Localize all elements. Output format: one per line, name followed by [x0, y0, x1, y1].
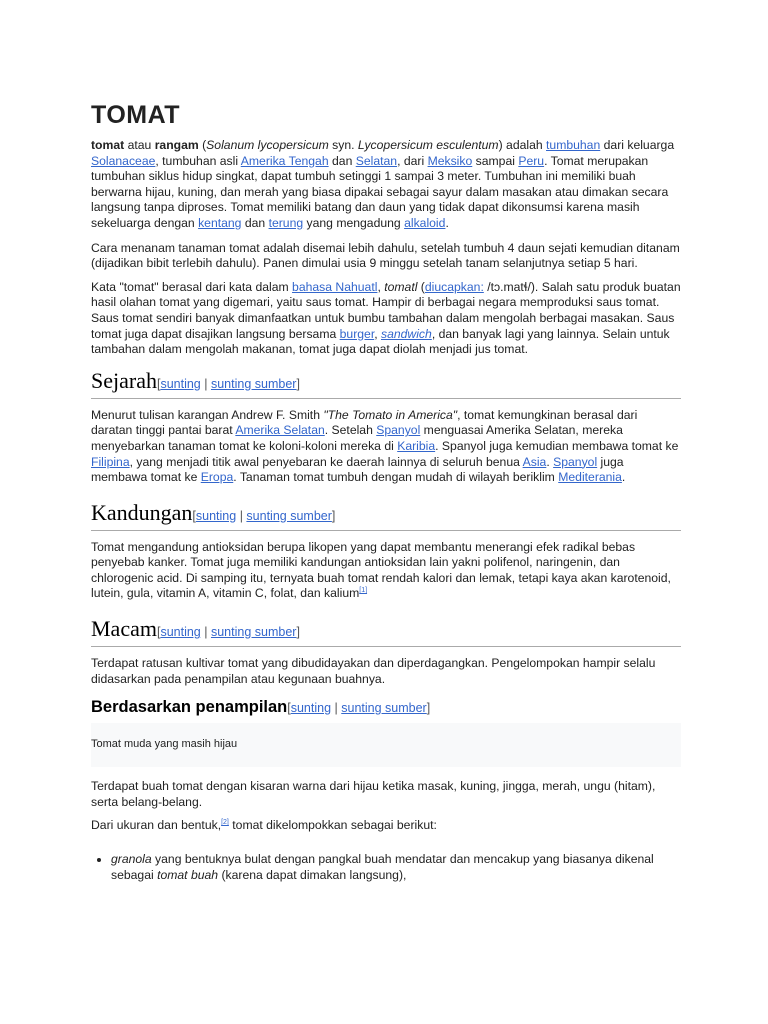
image-caption-box [91, 723, 681, 767]
link-spanyol-2[interactable]: Spanyol [553, 454, 598, 469]
link-diucapkan[interactable]: diucapkan: [424, 279, 484, 294]
link-burger[interactable]: burger [339, 326, 375, 341]
edit-section-kandungan: [sunting | sunting sumber] [192, 508, 336, 523]
link-asia[interactable]: Asia [522, 454, 547, 469]
edit-link-sejarah[interactable]: sunting [160, 376, 201, 391]
heading-sejarah: Sejarah[sunting | sunting sumber] [91, 368, 681, 399]
size-shape-paragraph: Dari ukuran dan bentuk,[2] tomat dikelompokkan sebagai berikut: [91, 818, 437, 833]
edit-source-link-penampilan[interactable]: sunting sumber [341, 701, 427, 716]
edit-link-penampilan[interactable]: sunting [290, 701, 332, 716]
article-content [91, 100, 681, 883]
link-meksiko[interactable]: Meksiko [427, 153, 473, 168]
scientific-synonym: Lycopersicum esculentum [357, 138, 499, 152]
word-tomatl: tomatl [384, 279, 418, 294]
shape-list [91, 852, 681, 883]
edit-source-link-kandungan[interactable]: sunting sumber [246, 508, 332, 523]
link-sandwich[interactable]: sandwich [381, 326, 432, 341]
link-eropa[interactable]: Eropa [200, 470, 234, 485]
kandungan-paragraph: Tomat mengandung antioksidan berupa likopen yang dapat membantu menerangi efek radikal bebas penyebab kanker. Tomat juga memiliki kandungan antioksidan lain yakni polifenol, naringenin, dan chlorogenic acid. Di samping itu, ternyata buah tomat rendah kalori dan lemak, tetapi kaya akan karotenoid, lutein, gula, vitamin A, vitamin C, folat, dan kalium[1] [91, 539, 671, 601]
edit-source-link-macam[interactable]: sunting sumber [210, 625, 297, 640]
link-bahasa-nahuatl[interactable]: bahasa Nahuatl [292, 279, 378, 294]
link-amerika-selatan[interactable]: Amerika Selatan [235, 423, 325, 438]
term-granola: granola [111, 852, 152, 867]
image-caption: Tomat muda yang masih hijau [91, 738, 238, 751]
link-terung[interactable]: terung [268, 215, 304, 230]
edit-source-link-sejarah[interactable]: sunting sumber [210, 376, 297, 391]
link-spanyol[interactable]: Spanyol [376, 423, 421, 438]
edit-section-penampilan: [sunting | sunting sumber] [287, 701, 431, 716]
link-solanaceae[interactable]: Solanaceae [91, 153, 156, 168]
term-tomat: tomat [91, 138, 125, 152]
term-rangam: rangam [154, 138, 199, 152]
term-tomat-buah: tomat buah [157, 867, 219, 882]
macam-paragraph: Terdapat ratusan kultivar tomat yang dibudidayakan dan diperdagangkan. Pengelompokan hampir selalu didasarkan pada penampilan atau kegunaan buahnya. [91, 656, 656, 686]
heading-berdasarkan-penampilan: Berdasarkan penampilan[sunting | sunting sumber] [91, 698, 431, 717]
edit-link-macam[interactable]: sunting [160, 625, 201, 640]
book-title: "The Tomato in America" [323, 407, 458, 422]
cultivation-paragraph: Cara menanam tanaman tomat adalah disemai lebih dahulu, setelah tumbuh 4 daun sejati kemudian ditanam (dijadikan bibit terlebih dahulu). Panen dimulai usia 9 minggu setelah tanam selanjutnya setiap 5 hari. [91, 240, 680, 271]
list-item: • granola yang bentuknya bulat dengan pangkal buah mendatar dan mencakup yang biasanya dikenal sebagai tomat buah (karena dapat dimakan langsung), [111, 852, 681, 883]
intro-paragraph: tomat atau rangam (Solanum lycopersicum syn. Lycopersicum esculentum) adalah tumbuhan dari keluarga Solanaceae, tumbuhan asli Amerika Tengah dan Selatan, dari Meksiko sampai Peru. Tomat merupakan tumbuhan siklus hidup singkat, dapat tumbuh setinggi 1 sampai 3 meter. Tumbuhan ini memiliki buah berwarna hijau, kuning, dan merah yang biasa dipakai sebagai sayur dalam masakan atau dimakan secara langsung tanpa diproses. Tomat memiliki batang dan daun yang tidak dapat dikonsumsi karena masih sekeluarga dengan kentang dan terung yang mengadung alkaloid. [91, 138, 675, 230]
link-selatan[interactable]: Selatan [355, 153, 398, 168]
link-mediterania[interactable]: Mediterania [558, 470, 622, 485]
reference-2[interactable]: [2] [221, 819, 229, 827]
scientific-name: Solanum lycopersicum [206, 138, 329, 152]
reference-1[interactable]: [1] [359, 587, 368, 595]
edit-link-kandungan[interactable]: sunting [195, 508, 237, 523]
color-paragraph: Terdapat buah tomat dengan kisaran warna dari hijau ketika masak, kuning, jingga, merah, ungu (hitam), serta belang-belang. [91, 779, 656, 809]
sejarah-paragraph: Menurut tulisan karangan Andrew F. Smith "The Tomato in America", tomat kemungkinan berasal dari daratan tinggi pantai barat Amerika Selatan. Setelah Spanyol menguasai Amerika Selatan, mereka menyebarkan tanaman tomat ke koloni-koloni mereka di Karibia. Spanyol juga kemudian membawa tomat ke Filipina, yang menjadi titik awal penyebaran ke daerah lainnya di seluruh benua Asia. Spanyol juga membawa tomat ke Eropa. Tanaman tomat tumbuh dengan mudah di wilayah beriklim Mediterania. [91, 407, 679, 485]
edit-section-sejarah: [sunting | sunting sumber] [156, 376, 300, 391]
link-kentang[interactable]: kentang [198, 215, 242, 230]
link-karibia[interactable]: Karibia [397, 438, 436, 453]
heading-macam: Macam[sunting | sunting sumber] [91, 616, 681, 647]
etymology-paragraph: Kata "tomat" berasal dari kata dalam bahasa Nahuatl, tomatl (diucapkan: /tɔ.matɬ/). Salah satu produk buatan hasil olahan tomat yang digemari, yaitu saus tomat. Hampir di berbagai negara memproduksi saus tomat. Saus tomat sendiri banyak dimanfaatkan untuk bumbu tambahan dalam mengolah berbagai masakan. Saus tomat juga dapat disajikan langsung bersama burger, sandwich, dan banyak lagi yang lainnya. Selain untuk tambahan dalam mengolah makanan, tomat juga dapat diolah menjadi jus tomat. [91, 279, 681, 357]
link-amerika-tengah[interactable]: Amerika Tengah [240, 153, 329, 168]
edit-section-macam: [sunting | sunting sumber] [156, 625, 300, 640]
link-filipina[interactable]: Filipina [91, 454, 130, 469]
link-peru[interactable]: Peru [518, 153, 545, 168]
page-title: TOMAT [91, 101, 181, 129]
heading-kandungan: Kandungan[sunting | sunting sumber] [91, 500, 681, 531]
link-alkaloid[interactable]: alkaloid [404, 215, 446, 230]
link-tumbuhan[interactable]: tumbuhan [546, 138, 601, 152]
pronunciation: /tɔ.matɬ/ [483, 279, 531, 294]
